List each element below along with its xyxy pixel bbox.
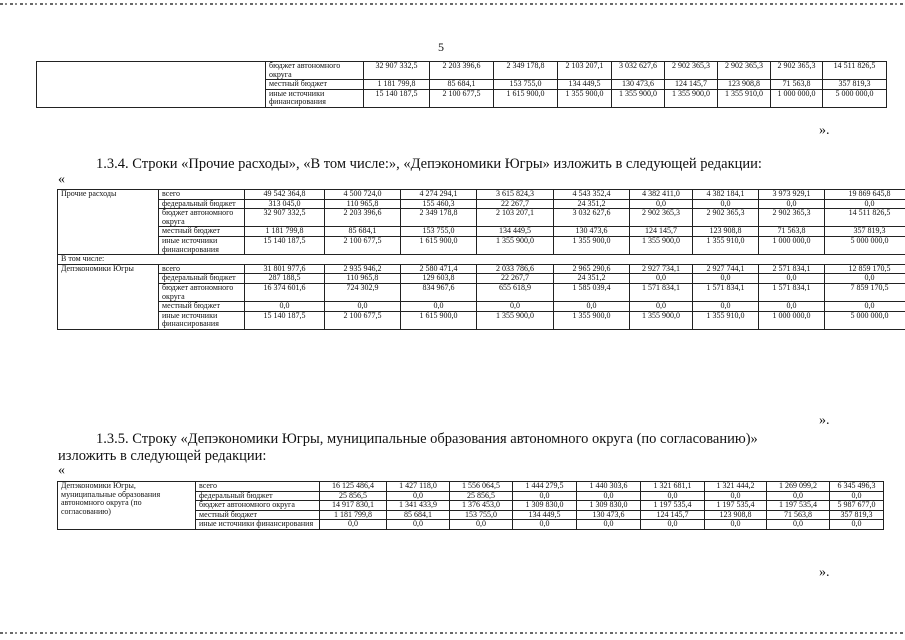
top-scan-edge [0,3,905,5]
row-label-cell: местный бюджет [196,510,320,520]
value-cell: 0,0 [320,520,387,530]
value-cell: 1 000 000,0 [771,89,823,107]
value-cell: 357 819,3 [823,80,887,90]
value-cell: 1 355 900,0 [665,89,718,107]
value-cell: 1 269 099,2 [767,482,830,492]
value-cell: 14 511 826,5 [825,209,905,227]
table-row [58,311,905,329]
value-cell: 85 684,1 [387,510,450,520]
value-cell: 15 140 187,5 [364,89,430,107]
value-cell: 834 967,6 [401,283,477,301]
row-label-cell: всего [196,482,320,492]
value-cell: 3 032 627,6 [612,62,665,80]
value-cell: 0,0 [641,520,705,530]
value-cell: 1 355 900,0 [554,311,630,329]
value-cell: 0,0 [554,302,630,312]
row-label-cell: бюджет автономного округа [266,62,364,80]
table-row [58,274,905,284]
value-cell: 313 045,0 [245,199,325,209]
table-row [58,264,905,274]
value-cell: 1 321 681,1 [641,482,705,492]
value-cell: 16 374 601,6 [245,283,325,301]
value-cell: 71 563,8 [759,227,825,237]
row-label-cell: иные источники финансирования [159,236,245,254]
value-cell: 0,0 [825,274,905,284]
value-cell: 2 580 471,4 [401,264,477,274]
value-cell: 1 615 900,0 [401,236,477,254]
value-cell: 25 856,5 [320,491,387,501]
row-label-cell: бюджет автономного округа [159,209,245,227]
value-cell: 1 181 799,8 [320,510,387,520]
value-cell: 2 902 365,3 [665,62,718,80]
value-cell: 5 000 000,0 [825,236,905,254]
value-cell: 287 188,5 [245,274,325,284]
value-cell: 124 145,7 [641,510,705,520]
value-cell: 15 140 187,5 [245,311,325,329]
table-top [36,61,887,108]
value-cell: 4 500 724,0 [325,190,401,200]
value-cell: 0,0 [830,491,884,501]
value-cell: 130 473,6 [577,510,641,520]
value-cell: 0,0 [513,491,577,501]
value-cell: 2 927 734,1 [630,264,693,274]
value-cell: 0,0 [759,302,825,312]
value-cell: 0,0 [705,491,767,501]
closing-quote-134: ». [819,413,830,428]
value-cell: 357 819,3 [830,510,884,520]
value-cell: 5 000 000,0 [823,89,887,107]
value-cell: 2 902 365,3 [630,209,693,227]
value-cell: 1 571 834,1 [759,283,825,301]
value-cell: 2 103 207,1 [558,62,612,80]
value-cell: 129 603,8 [401,274,477,284]
value-cell: 0,0 [630,302,693,312]
value-cell: 0,0 [245,302,325,312]
value-cell: 130 473,6 [612,80,665,90]
value-cell: 0,0 [693,274,759,284]
open-quote-134: « [58,172,65,187]
value-cell: 2 033 786,6 [477,264,554,274]
row-label-cell: местный бюджет [266,80,364,90]
value-cell: 1 000 000,0 [759,311,825,329]
value-cell: 1 355 900,0 [558,89,612,107]
value-cell: 4 382 184,1 [693,190,759,200]
value-cell: 2 927 744,1 [693,264,759,274]
table-row [58,190,905,200]
value-cell: 6 345 496,3 [830,482,884,492]
value-cell: 2 571 834,1 [759,264,825,274]
table-row [58,199,905,209]
row-label-cell: иные источники финансирования [266,89,364,107]
table-135 [57,481,884,530]
value-cell: 110 965,8 [325,199,401,209]
value-cell: 2 349 178,8 [401,209,477,227]
value-cell: 1 355 910,0 [693,236,759,254]
group-name-cell: Прочие расходы [58,190,159,255]
value-cell: 2 100 677,5 [325,311,401,329]
value-cell: 1 355 910,0 [718,89,771,107]
value-cell: 1 197 535,4 [641,501,705,511]
table-row [37,62,887,80]
row-label-cell: бюджет автономного округа [196,501,320,511]
value-cell: 357 819,3 [825,227,905,237]
value-cell: 1 355 900,0 [612,89,665,107]
value-cell: 0,0 [767,491,830,501]
value-cell: 155 460,3 [401,199,477,209]
value-cell: 1 615 900,0 [494,89,558,107]
value-cell: 1 355 900,0 [477,311,554,329]
row-label-cell: иные источники финансирования [196,520,320,530]
open-quote-135: « [58,463,65,478]
value-cell: 123 908,8 [705,510,767,520]
value-cell: 2 902 365,3 [771,62,823,80]
value-cell: 14 917 830,1 [320,501,387,511]
section-1-3-5-heading-line2: изложить в следующей редакции: [58,448,267,464]
value-cell: 2 103 207,1 [477,209,554,227]
value-cell: 655 618,9 [477,283,554,301]
value-cell: 1 309 830,0 [577,501,641,511]
value-cell: 2 965 290,6 [554,264,630,274]
value-cell: 7 859 170,5 [825,283,905,301]
value-cell: 1 309 830,0 [513,501,577,511]
value-cell: 724 302,9 [325,283,401,301]
value-cell: 0,0 [759,199,825,209]
value-cell: 134 449,5 [558,80,612,90]
value-cell: 0,0 [693,199,759,209]
table-134 [57,189,905,330]
value-cell: 19 869 645,8 [825,190,905,200]
value-cell: 0,0 [630,199,693,209]
value-cell: 31 801 977,6 [245,264,325,274]
value-cell: 0,0 [630,274,693,284]
group-name-cell: Депэкономики Югры, муниципальные образования автономного округа (по согласованию) [58,482,196,530]
value-cell: 134 449,5 [513,510,577,520]
value-cell: 123 908,8 [718,80,771,90]
value-cell: 0,0 [387,491,450,501]
value-cell: 2 902 365,3 [759,209,825,227]
row-label-cell: иные источники финансирования [159,311,245,329]
table-row [58,227,905,237]
value-cell: 124 145,7 [665,80,718,90]
value-cell: 0,0 [825,199,905,209]
value-cell: 1 181 799,8 [245,227,325,237]
page-number: 5 [438,40,444,54]
value-cell: 0,0 [513,520,577,530]
value-cell: 1 355 910,0 [693,311,759,329]
value-cell: 0,0 [641,491,705,501]
bottom-scan-edge [0,632,905,634]
value-cell: 1 355 900,0 [554,236,630,254]
row-label-cell: местный бюджет [159,302,245,312]
row-label-cell: федеральный бюджет [159,199,245,209]
value-cell: 1 440 303,6 [577,482,641,492]
value-cell: 1 355 900,0 [630,311,693,329]
row-label-cell: местный бюджет [159,227,245,237]
value-cell: 2 100 677,5 [325,236,401,254]
value-cell: 4 543 352,4 [554,190,630,200]
value-cell: 1 556 064,5 [450,482,513,492]
in-that-number-label: В том числе: [58,255,905,265]
value-cell: 1 444 279,5 [513,482,577,492]
value-cell: 153 755,0 [401,227,477,237]
value-cell: 3 032 627,6 [554,209,630,227]
value-cell: 14 511 826,5 [823,62,887,80]
group-name-cell [37,62,266,108]
value-cell: 32 907 332,5 [245,209,325,227]
value-cell: 0,0 [759,274,825,284]
table-row [58,283,905,301]
value-cell: 110 965,8 [325,274,401,284]
value-cell: 2 203 396,6 [430,62,494,80]
value-cell: 0,0 [577,491,641,501]
value-cell: 0,0 [705,520,767,530]
value-cell: 0,0 [401,302,477,312]
row-label-cell: федеральный бюджет [196,491,320,501]
value-cell: 1 181 799,8 [364,80,430,90]
value-cell: 0,0 [325,302,401,312]
value-cell: 24 351,2 [554,199,630,209]
row-label-cell: федеральный бюджет [159,274,245,284]
value-cell: 49 542 364,8 [245,190,325,200]
value-cell: 1 615 900,0 [401,311,477,329]
closing-quote-top: ». [819,123,830,138]
table-row [58,482,884,492]
value-cell: 1 585 039,4 [554,283,630,301]
value-cell: 124 145,7 [630,227,693,237]
section-1-3-4-heading: 1.3.4. Строки «Прочие расходы», «В том числе:», «Депэкономики Югры» изложить в следующей редакции: [96,156,762,172]
value-cell: 12 859 170,5 [825,264,905,274]
closing-quote-135: ». [819,565,830,580]
value-cell: 153 755,0 [494,80,558,90]
value-cell: 85 684,1 [430,80,494,90]
value-cell: 0,0 [450,520,513,530]
value-cell: 1 197 535,4 [705,501,767,511]
value-cell: 0,0 [577,520,641,530]
value-cell: 4 382 411,0 [630,190,693,200]
section-1-3-5-heading-line1: 1.3.5. Строку «Депэкономики Югры, муниципальные образования автономного округа (по согласованию)» [96,431,758,447]
value-cell: 1 000 000,0 [759,236,825,254]
value-cell: 25 856,5 [450,491,513,501]
value-cell: 3 615 824,3 [477,190,554,200]
value-cell: 1 571 834,1 [693,283,759,301]
table-row [58,302,905,312]
value-cell: 24 351,2 [554,274,630,284]
value-cell: 130 473,6 [554,227,630,237]
value-cell: 2 902 365,3 [718,62,771,80]
value-cell: 0,0 [387,520,450,530]
value-cell: 71 563,8 [771,80,823,90]
value-cell: 85 684,1 [325,227,401,237]
value-cell: 1 197 535,4 [767,501,830,511]
value-cell: 2 100 677,5 [430,89,494,107]
value-cell: 5 987 677,0 [830,501,884,511]
value-cell: 2 349 178,8 [494,62,558,80]
row-label-cell: всего [159,264,245,274]
value-cell: 5 000 000,0 [825,311,905,329]
value-cell: 1 427 118,0 [387,482,450,492]
value-cell: 134 449,5 [477,227,554,237]
value-cell: 0,0 [830,520,884,530]
value-cell: 1 321 444,2 [705,482,767,492]
in-that-number-row [58,255,905,265]
value-cell: 1 341 433,9 [387,501,450,511]
row-label-cell: бюджет автономного округа [159,283,245,301]
value-cell: 22 267,7 [477,274,554,284]
value-cell: 15 140 187,5 [245,236,325,254]
value-cell: 1 355 900,0 [630,236,693,254]
value-cell: 22 267,7 [477,199,554,209]
value-cell: 4 274 294,1 [401,190,477,200]
value-cell: 1 355 900,0 [477,236,554,254]
table-row [58,209,905,227]
value-cell: 2 902 365,3 [693,209,759,227]
row-label-cell: всего [159,190,245,200]
value-cell: 32 907 332,5 [364,62,430,80]
value-cell: 1 376 453,0 [450,501,513,511]
value-cell: 1 571 834,1 [630,283,693,301]
value-cell: 0,0 [825,302,905,312]
value-cell: 0,0 [477,302,554,312]
value-cell: 0,0 [693,302,759,312]
value-cell: 0,0 [767,520,830,530]
value-cell: 2 203 396,6 [325,209,401,227]
value-cell: 2 935 946,2 [325,264,401,274]
value-cell: 123 908,8 [693,227,759,237]
group-name-cell: Депэкономики Югры [58,264,159,329]
table-row [58,236,905,254]
value-cell: 16 125 486,4 [320,482,387,492]
value-cell: 3 973 929,1 [759,190,825,200]
value-cell: 71 563,8 [767,510,830,520]
value-cell: 153 755,0 [450,510,513,520]
